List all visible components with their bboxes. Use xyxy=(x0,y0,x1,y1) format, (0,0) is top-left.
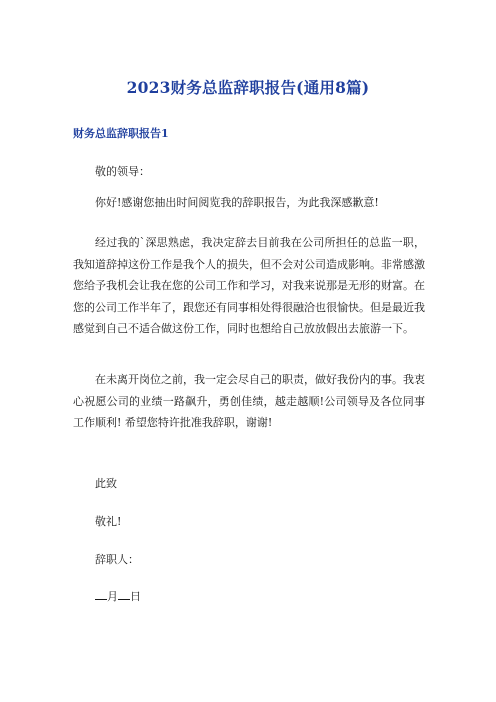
document-title: 2023财务总监辞职报告(通用8篇) xyxy=(126,78,370,97)
closing-respectfully: 此致 xyxy=(95,477,117,490)
paragraph-wishes: 在未离开岗位之前，我一定会尽自己的职责，做好我份内的事。我衷心祝愿公司的业绩一路飙升，勇创佳绩，越走越顺!公司领导及各位同事工作顺利! 希望您特许批准我辞职，谢谢! xyxy=(73,373,425,429)
signer-label: 辞职人： xyxy=(95,553,139,566)
date-day-label: 日 xyxy=(130,590,141,603)
day-blank xyxy=(118,588,130,600)
paragraph-decision: 经过我的`深思熟虑，我决定辞去目前我在公司所担任的总监一职，我知道辞掉这份工作是我个人的损失，但不会对公司造成影响。非常感激您给予我机会让我在您的公司工作和学习，对我来说那是无形的财富。在您的公司工作半年了，跟您还有同事相处得很融洽也很愉快。但是最近我感觉到自己不适合做这份工作，同时也想给自己放放假出去旅游一下。 xyxy=(73,236,425,335)
closing-salute: 敬礼! xyxy=(95,515,122,528)
date-month-label: 月 xyxy=(107,590,118,603)
month-blank xyxy=(95,588,107,600)
date-line xyxy=(95,588,141,604)
section-heading: 财务总监辞职报告1 xyxy=(73,127,169,140)
paragraph-greeting: 你好!感谢您抽出时间阅览我的辞职报告，为此我深感歉意! xyxy=(95,196,379,209)
salutation: 敬的领导： xyxy=(95,165,150,178)
